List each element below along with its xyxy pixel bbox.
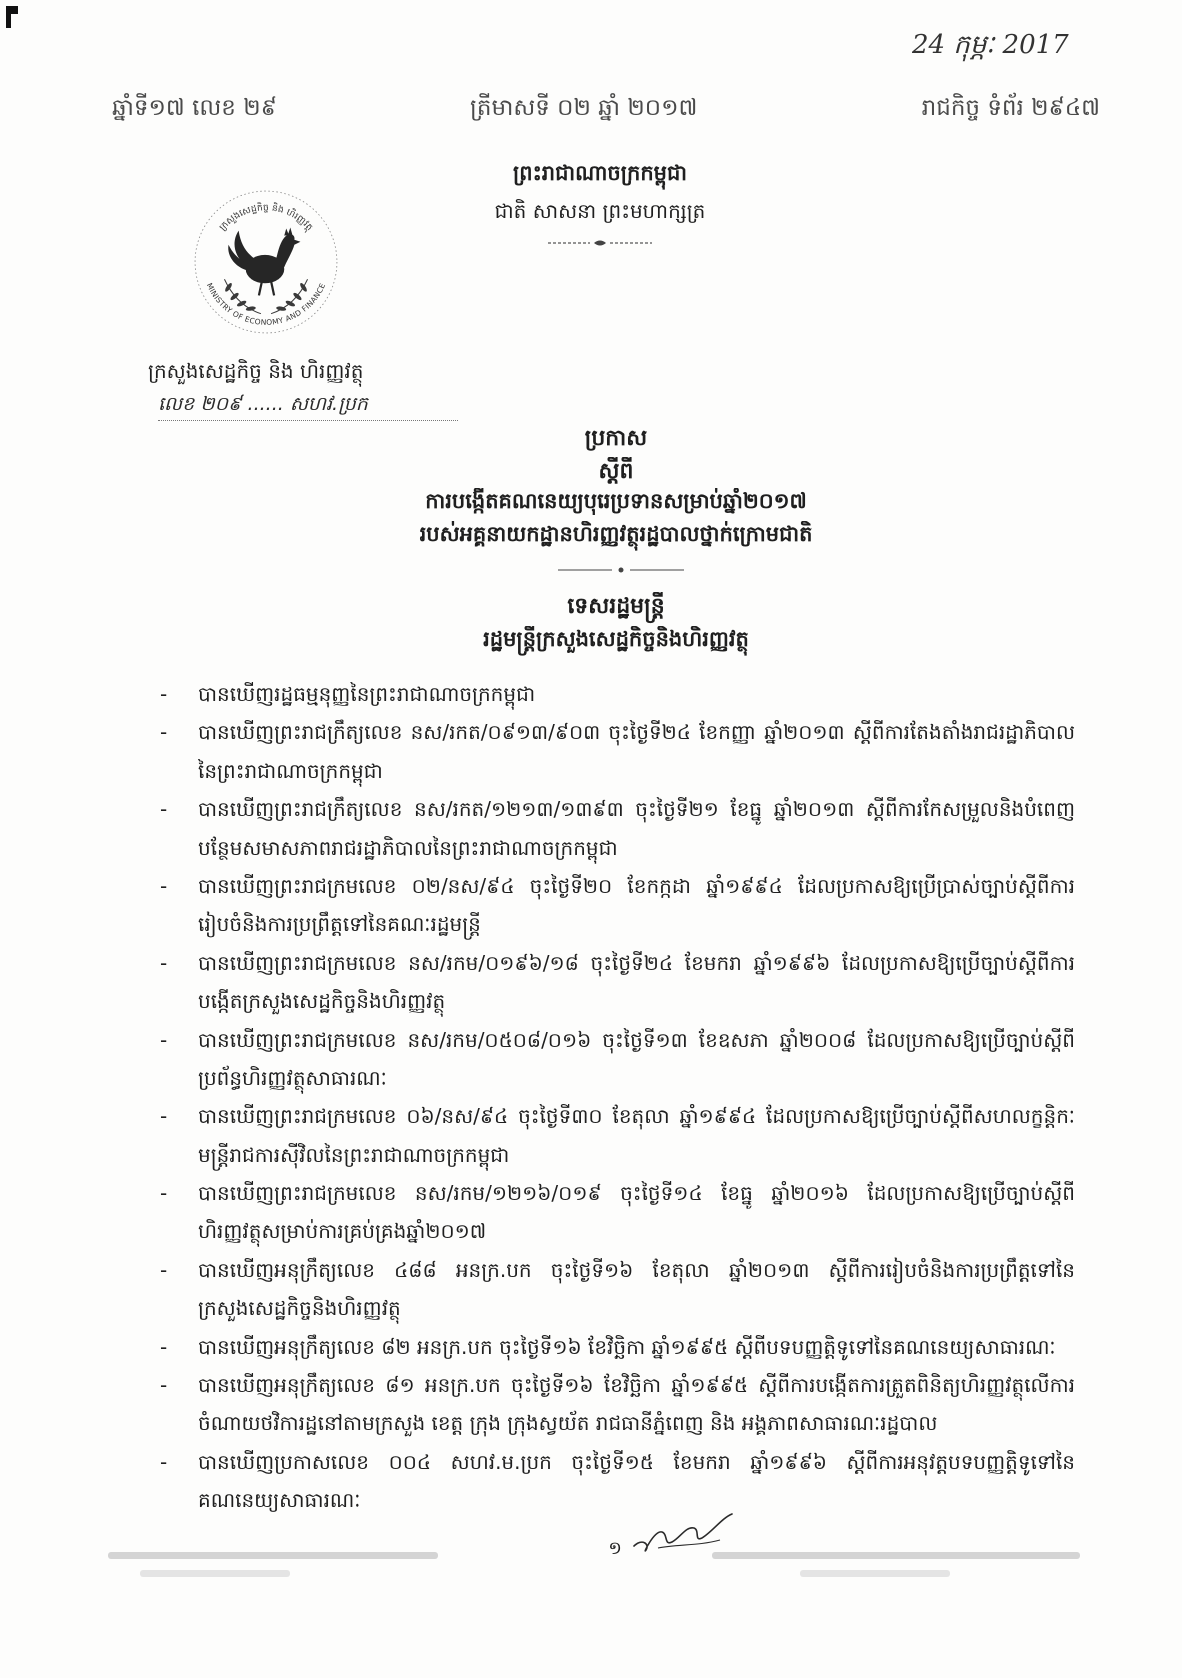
signature-mark (628, 1508, 738, 1558)
reference-item (160, 713, 1075, 790)
handwritten-date: 24 កុម្ភៈ 2017 (912, 30, 1069, 60)
kingdom-motto: ជាតិ សាសនា ព្រះមហាក្សត្រ (494, 199, 706, 223)
reference-line: បានឃើញព្រះរាជក្រមលេខ នស/រកម/១២១៦/០១៩ ចុះថ្ងៃទី១៤ ខែធ្នូ ឆ្នាំ២០១៦ ដែលប្រកាសឱ្យប្រើច្បាប់ស្តីពី (198, 1181, 1075, 1206)
bullet-dash: - (160, 1027, 168, 1052)
reference-line: មន្ត្រីរាជការស៊ីវិលនៃព្រះរាជាណាចក្រកម្ពុជា (198, 1142, 510, 1167)
reference-item (160, 675, 1075, 713)
reference-line: បានឃើញរដ្ឋធម្មនុញ្ញនៃព្រះរាជាណាចក្រកម្ពុជា (198, 682, 536, 706)
issuer-role: រដ្ឋមន្ត្រីក្រសួងសេដ្ឋកិច្ចនិងហិរញ្ញវត្ថុ (483, 627, 749, 651)
reference-line: ក្រសួងសេដ្ឋកិច្ចនិងហិរញ្ញវត្ថុ (198, 1296, 401, 1321)
bullet-dash: - (160, 1334, 168, 1359)
references-list (160, 675, 1075, 1520)
footer-contact-text (712, 1552, 1080, 1559)
gazette-year-issue: ឆ្នាំទី១៧ លេខ ២៩ (112, 95, 277, 121)
bullet-dash: - (160, 1373, 168, 1398)
scan-artifact (6, 6, 18, 28)
rooster-icon (228, 228, 300, 296)
footer-contact-text-2 (800, 1570, 950, 1577)
reference-line: គណនេយ្យសាធារណៈ (198, 1488, 361, 1513)
reference-item (160, 867, 1075, 944)
ministry-name: ក្រសួងសេដ្ឋកិច្ច និង ហិរញ្ញវត្ថុ (148, 359, 364, 383)
document-type: ប្រកាស (584, 426, 648, 451)
bullet-dash: - (160, 1449, 168, 1474)
reference-item (160, 1443, 1075, 1520)
bullet-dash: - (160, 720, 168, 745)
reference-line: ហិរញ្ញវត្ថុសម្រាប់ការគ្រប់គ្រងឆ្នាំ២០១៧ (198, 1219, 487, 1244)
bullet-dash: - (160, 950, 168, 975)
reference-line: បានឃើញអនុក្រឹត្យលេខ ៨១ អនក្រ.បក ចុះថ្ងៃទី១៦ ខែវិច្ឆិកា ឆ្នាំ១៩៩៥ ស្តីពីការបង្កើតការត្រួតពិនិត្យហិរញ្ញវត្ថុលើការ (198, 1373, 1075, 1398)
bullet-dash: - (160, 797, 168, 822)
bullet-dash: - (160, 1181, 168, 1206)
footer-address-text-2 (140, 1570, 290, 1577)
reference-line: នៃព្រះរាជាណាចក្រកម្ពុជា (198, 758, 383, 783)
reference-line: បានឃើញអនុក្រឹត្យលេខ ៤៨៨ អនក្រ.បក ចុះថ្ងៃទី១៦ ខែតុលា ឆ្នាំ២០១៣ ស្តីពីការរៀបចំនិងការប្រព្រឹត្តទៅនៃ (198, 1257, 1075, 1282)
document-subject-line-1: ការបង្កើតគណនេយ្យបុរេប្រទានសម្រាប់ឆ្នាំ២០១៧ (425, 489, 807, 513)
reference-line: បន្ថែមសមាសភាពរាជរដ្ឋាភិបាលនៃព្រះរាជាណាចក្រកម្ពុជា (198, 835, 618, 860)
reference-line: បង្កើតក្រសួងសេដ្ឋកិច្ចនិងហិរញ្ញវត្ថុ (198, 989, 446, 1014)
reference-line: បានឃើញព្រះរាជក្រមលេខ នស/រកម/០៥០៨/០១៦ ចុះថ្ងៃទី១៣ ខែឧសភា ឆ្នាំ២០០៨ ដែលប្រកាសឱ្យប្រើច្បាប់ស្តីពី (198, 1027, 1075, 1052)
reference-line: រៀបចំនិងការប្រព្រឹត្តទៅនៃគណៈរដ្ឋមន្ត្រី (198, 912, 481, 937)
reference-line: បានឃើញព្រះរាជក្រមលេខ នស/រកម/០១៩៦/១៨ ចុះថ្ងៃទី២៤ ខែមករា ឆ្នាំ១៩៩៦ ដែលប្រកាសឱ្យប្រើច្បាប់ស្តីពីការ (198, 950, 1075, 975)
reference-item (160, 1366, 1075, 1443)
reference-item (160, 1174, 1075, 1251)
bullet-dash: - (160, 1257, 168, 1282)
footer-address-text (108, 1552, 438, 1559)
reference-line: បានឃើញប្រកាសលេខ ០០៤ សហវ.ម.ប្រក ចុះថ្ងៃទី១៥ ខែមករា ឆ្នាំ១៩៩៦ ស្តីពីការអនុវត្តបទបញ្ញត្តិទូទៅនៃ (198, 1449, 1075, 1474)
reference-line: បានឃើញព្រះរាជក្រឹត្យលេខ នស/រកត/០៩១៣/៩០៣ ចុះថ្ងៃទី២៤ ខែកញ្ញា ឆ្នាំ២០១៣ ស្តីពីការតែងតាំងរាជរដ្ឋាភិបាល (198, 720, 1075, 745)
bullet-dash: - (160, 682, 168, 706)
page-number: ១ (608, 1538, 622, 1559)
reference-item (160, 1328, 1075, 1366)
motto-ornament (546, 238, 654, 248)
ministry-seal-logo (188, 186, 344, 338)
title-divider (556, 566, 686, 574)
document-about: ស្តីពី (598, 459, 634, 484)
document-reference-number: លេខ ២០៩ ...... សហវ.ប្រក (158, 392, 458, 421)
reference-item (160, 944, 1075, 1021)
svg-text:ក្រសួងសេដ្ឋកិច្ច និង ហិរញ្ញវត្ (218, 201, 314, 233)
document-subject-line-2: របស់អគ្គនាយកដ្ឋានហិរញ្ញវត្ថុរដ្ឋបាលថ្នាក់ក្រោមជាតិ (419, 522, 813, 546)
seal-khmer-text: ក្រសួងសេដ្ឋកិច្ច និង ហិរញ្ញវត្ថុ (217, 203, 315, 233)
reference-line: បានឃើញព្រះរាជក្រមលេខ ០៦/នស/៩៤ ចុះថ្ងៃទី៣០ ខែតុលា ឆ្នាំ១៩៩៤ ដែលប្រកាសឱ្យប្រើច្បាប់ស្តីពីសហលក្ខន្តិកៈ (198, 1104, 1075, 1129)
reference-item (160, 1021, 1075, 1098)
svg-text:MINISTRY OF ECONOMY AND FINANC (205, 282, 327, 327)
reference-line: បានឃើញព្រះរាជក្រឹត្យលេខ នស/រកត/១២១៣/១៣៩៣ ចុះថ្ងៃទី២១ ខែធ្នូ ឆ្នាំ២០១៣ ស្តីពីការកែសម្រួលនិងបំពេញ (198, 797, 1075, 822)
reference-line: ចំណាយថវិការដ្ឋនៅតាមក្រសួង ខេត្ត ក្រុង ក្រុងស្វយ័ត រាជធានីភ្នំពេញ និង អង្គភាពសាធារណៈរដ្ឋបាល (198, 1411, 938, 1436)
reference-item (160, 1251, 1075, 1328)
reference-item (160, 790, 1075, 867)
seal-english-text: MINISTRY OF ECONOMY AND FINANCE (204, 281, 328, 327)
reference-line: ប្រព័ន្ធហិរញ្ញវត្ថុសាធារណៈ (198, 1065, 387, 1090)
bullet-dash: - (160, 1104, 168, 1129)
gazette-quarter: ត្រីមាសទី ០២ ឆ្នាំ ២០១៧ (470, 95, 698, 121)
reference-line: បានឃើញអនុក្រឹត្យលេខ ៨២ អនក្រ.បក ចុះថ្ងៃទី១៦ ខែវិច្ឆិកា ឆ្នាំ១៩៩៥ ស្តីពីបទបញ្ញត្តិទូទៅនៃគណនេយ្យសាធារណៈ (198, 1334, 1056, 1359)
gazette-page: រាជកិច្ច ទំព័រ ២៩៤៧ (921, 95, 1100, 121)
issuer-title: ទេសរដ្ឋមន្ត្រី (567, 594, 665, 619)
kingdom-name: ព្រះរាជាណាចក្រកម្ពុជា (512, 161, 687, 185)
bullet-dash: - (160, 873, 168, 898)
reference-item (160, 1097, 1075, 1174)
reference-line: បានឃើញព្រះរាជក្រមលេខ ០២/នស/៩៤ ចុះថ្ងៃទី២០ ខែកក្កដា ឆ្នាំ១៩៩៤ ដែលប្រកាសឱ្យប្រើប្រាស់ច្បាប់ស្តីពីការ (198, 873, 1075, 898)
